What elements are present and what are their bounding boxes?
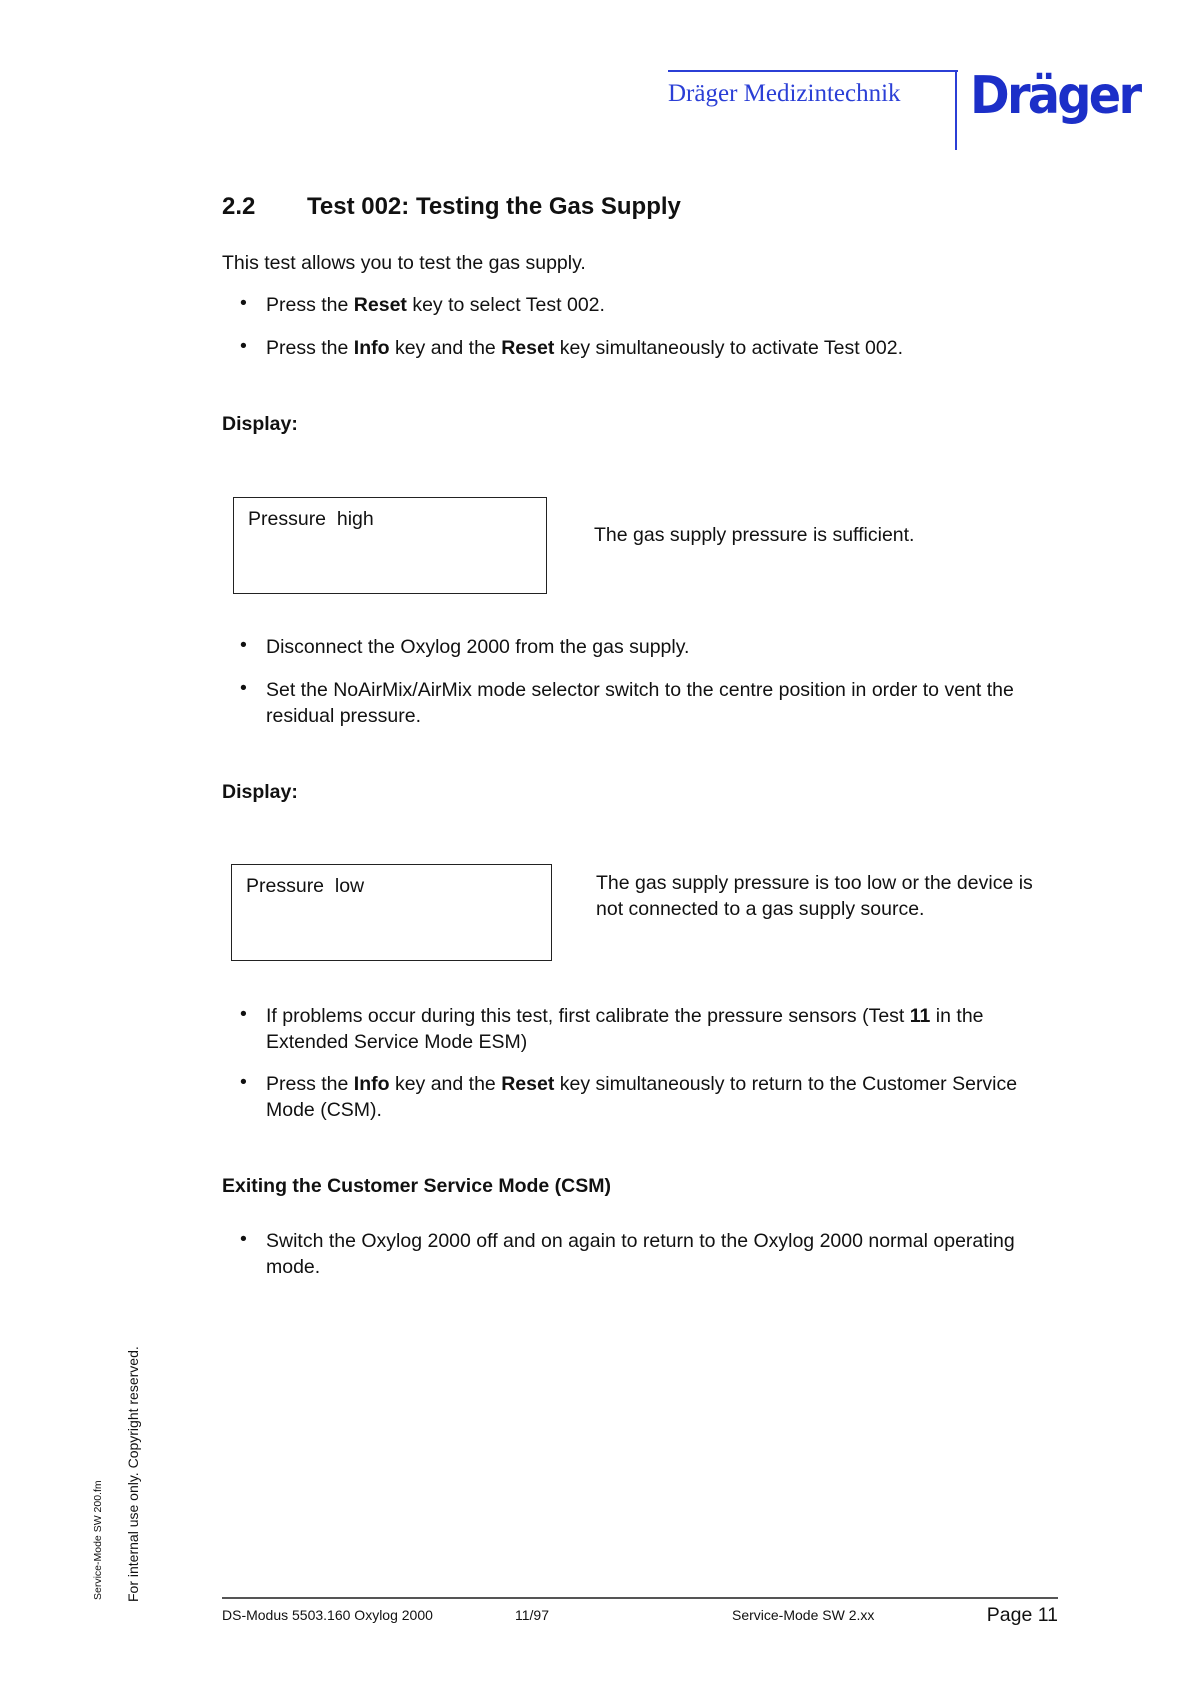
step-text: key simultaneously to activate Test 002. (554, 337, 903, 359)
brand-text: Dräger Medizintechnik (668, 80, 901, 107)
reset-key-label: Reset (501, 1073, 555, 1095)
bullet-marker: • (240, 634, 247, 656)
exit-heading: Exiting the Customer Service Mode (CSM) (222, 1175, 611, 1197)
step-text: If problems occur during this test, first calibrate the pressure sensors (Test (266, 1005, 910, 1027)
bullet-marker: • (240, 1228, 247, 1250)
source-file-label: Service-Mode SW 200.fm (92, 1480, 104, 1600)
step-text: key and the (389, 337, 502, 359)
page-number: Page 11 (986, 1604, 1058, 1626)
footer-pages: 11/97 (515, 1607, 549, 1623)
list-item (266, 292, 1066, 318)
list-item: Switch the Oxylog 2000 off and on again to return to the Oxylog 2000 normal operating mode. (266, 1230, 1015, 1278)
footer-version: Service-Mode SW 2.xx (732, 1607, 875, 1623)
info-key-label: Info (353, 1073, 390, 1095)
bullet-marker: • (240, 292, 247, 314)
list-item: Set the NoAirMix/AirMix mode selector switch to the centre position in order to vent the residual pressure. (266, 679, 1014, 727)
drager-logo: Dräger (970, 66, 1140, 126)
display-description: The gas supply pressure is sufficient. (594, 524, 915, 546)
display-label: Display: (222, 781, 298, 803)
display-label: Display: (222, 413, 298, 435)
list-item (266, 1071, 1066, 1123)
info-key-label: Info (353, 337, 390, 359)
list-item (266, 1003, 1066, 1055)
intro-paragraph: This test allows you to test the gas supply. (222, 252, 586, 274)
display-box-low (231, 864, 552, 961)
list-item: Disconnect the Oxylog 2000 from the gas supply. (266, 636, 690, 658)
step-text: Press the (266, 337, 354, 359)
bullet-marker: • (240, 335, 247, 357)
display-box-high (233, 497, 547, 594)
test-number: 11 (909, 1005, 931, 1027)
copyright-notice: For internal use only. Copyright reserved. (125, 1346, 141, 1602)
header-rule-horizontal (668, 70, 958, 72)
bullet-marker: • (240, 1071, 247, 1093)
step-text: key simultaneously to return to the Customer Service Mode (CSM). (266, 1073, 1018, 1121)
reset-key-label: Reset (353, 294, 407, 316)
reset-key-label: Reset (501, 337, 555, 359)
display-text: Pressure high (248, 508, 374, 530)
step-text: Press the (266, 1073, 354, 1095)
bullet-marker: • (240, 1003, 247, 1025)
step-text: in the Extended Service Mode ESM) (266, 1005, 984, 1053)
bullet-marker: • (240, 677, 247, 699)
step-text: key and the (389, 1073, 502, 1095)
footer-doc: DS-Modus 5503.160 Oxylog 2000 (222, 1607, 433, 1623)
list-item (266, 335, 1066, 361)
step-text: key to select Test 002. (406, 294, 605, 316)
display-description: The gas supply pressure is too low or the device is not connected to a gas supply source. (596, 872, 1033, 920)
section-title: Test 002: Testing the Gas Supply (307, 193, 681, 220)
step-text: Press the (266, 294, 354, 316)
header-rule-vertical (955, 70, 957, 150)
section-number: 2.2 (222, 193, 256, 220)
footer-rule (222, 1597, 1058, 1599)
display-text: Pressure low (246, 875, 365, 897)
